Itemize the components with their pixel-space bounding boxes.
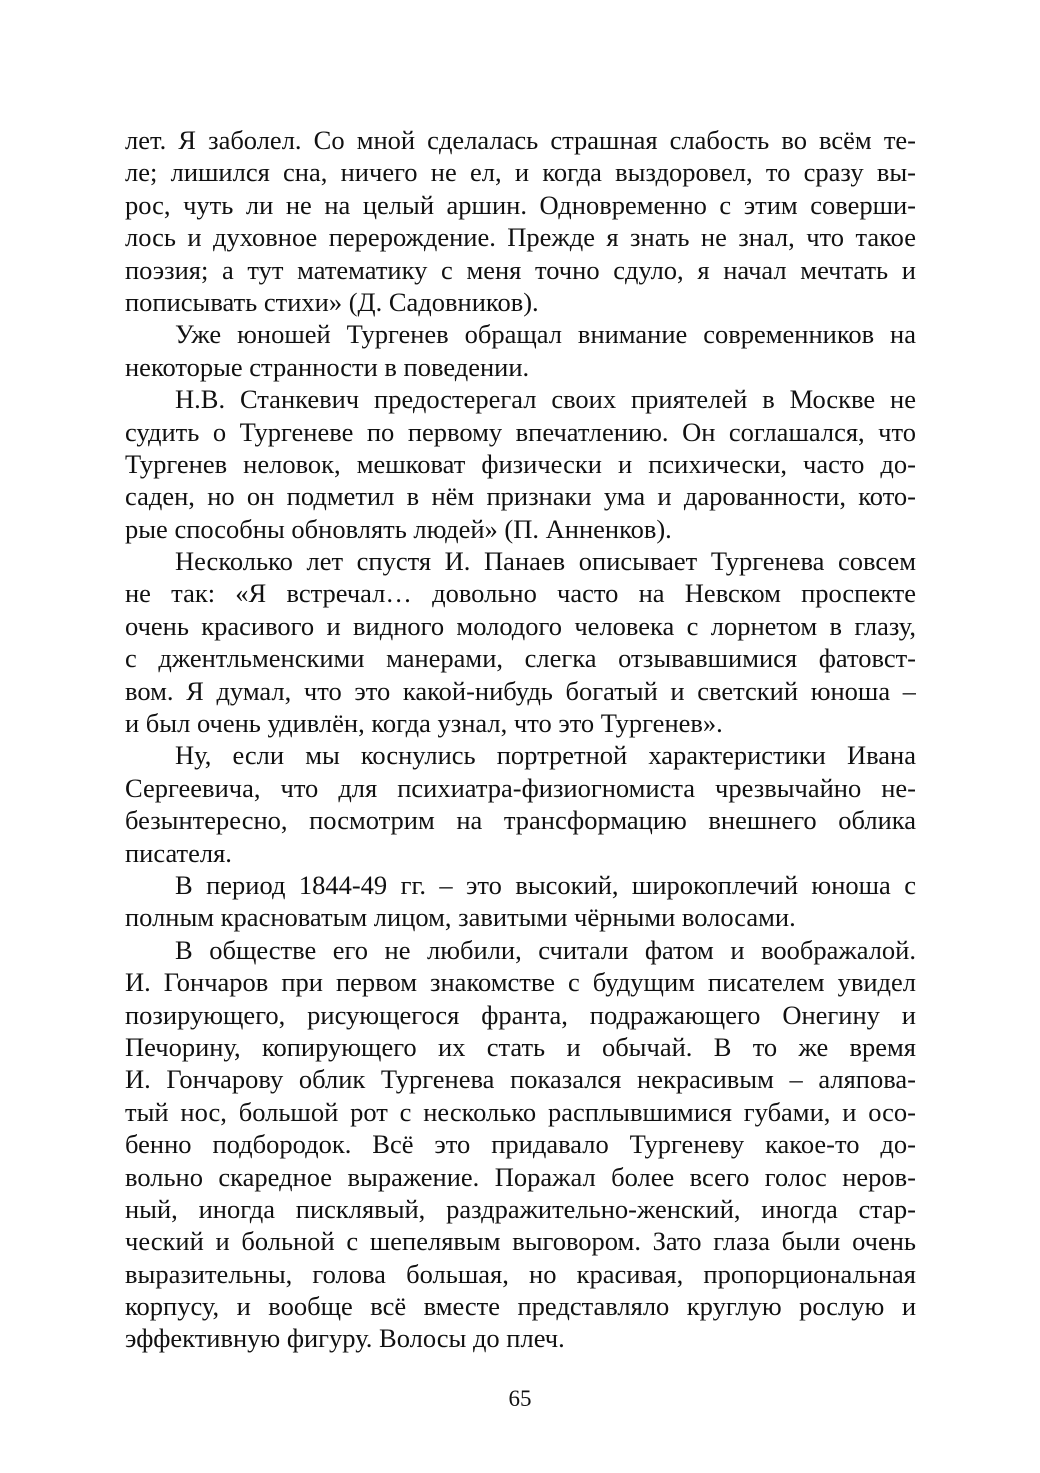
text-line: не так: «Я встречал… довольно часто на Невском проспекте: [125, 578, 916, 609]
text-line: И. Гончарову облик Тургенева показался некрасивым – аляпова-: [125, 1064, 916, 1095]
text-line: Тургенев неловок, мешковат физически и психически, часто до-: [125, 448, 916, 479]
page-number: 65: [508, 1386, 532, 1411]
text-line: позирующего, рисующегося франта, подражающего Онегину и: [125, 999, 916, 1030]
text-line: ческий и больной с шепелявым выговором. Зато глаза были очень: [125, 1226, 916, 1257]
text-line: вом. Я думал, что это какой-нибудь богатый и светский юноша –: [125, 675, 916, 706]
text-line: поэзия; а тут математику с меня точно сдуло, я начал мечтать и: [125, 254, 916, 285]
paragraph: [125, 383, 916, 545]
text-line: Сергеевича, что для психиатра-физиогномиста чрезвычайно не-: [125, 772, 916, 803]
paragraph: [125, 739, 916, 869]
text-line: Н.В. Станкевич предостерегал своих приятелей в Москве не: [175, 384, 916, 415]
text-line: ный, иногда писклявый, раздражительно-женский, иногда стар-: [125, 1193, 916, 1224]
text-line: В период 1844-49 гг. – это высокий, широкоплечий юноша с: [175, 869, 916, 900]
text-line: ле; лишился сна, ничего не ел, и когда выздоровел, то сразу вы-: [125, 157, 916, 188]
text-line: судить о Тургеневе по первому впечатлению. Он соглашался, что: [125, 416, 916, 447]
text-line: рые способны обновлять людей» (П. Анненков).: [125, 513, 672, 544]
text-line: безынтересно, посмотрим на трансформацию внешнего облика: [125, 805, 916, 836]
text-line: писателя.: [125, 837, 232, 868]
text-line: вольно скаредное выражение. Поражал более всего голос неров-: [125, 1161, 916, 1192]
paragraph: [125, 124, 916, 318]
text-line: лось и духовное перерождение. Прежде я знать не знал, что такое: [125, 222, 916, 253]
text-line: выразительны, голова большая, но красивая, пропорциональная: [125, 1258, 916, 1289]
text-line: И. Гончаров при первом знакомстве с будущим писателем увидел: [125, 967, 916, 998]
text-line: Уже юношей Тургенев обращал внимание современников на: [175, 319, 916, 350]
text-line: Несколько лет спустя И. Панаев описывает Тургенева совсем: [175, 546, 916, 577]
text-line: пописывать стихи» (Д. Садовников).: [125, 286, 539, 317]
text-line: очень красивого и видного молодого человека с лорнетом в глазу,: [125, 610, 916, 641]
text-line: рос, чуть ли не на целый аршин. Одновременно с этим соверши-: [125, 189, 916, 220]
paragraph: [125, 869, 916, 934]
text-line: с джентльменскими манерами, слегка отзывавшимися фатовст-: [125, 643, 916, 674]
text-line: В обществе его не любили, считали фатом и воображалой.: [175, 934, 916, 965]
text-line: эффективную фигуру. Волосы до плеч.: [125, 1323, 565, 1354]
text-line: саден, но он подметил в нём признаки ума и дарованности, кото-: [125, 481, 916, 512]
page-body-text: [125, 124, 916, 1355]
text-line: корпусу, и вообще всё вместе представляло круглую рослую и: [125, 1291, 916, 1322]
text-line: лет. Я заболел. Со мной сделалась страшная слабость во всём те-: [125, 125, 916, 155]
text-line: полным красноватым лицом, завитыми чёрными волосами.: [125, 902, 796, 933]
text-line: некоторые странности в поведении.: [125, 351, 530, 382]
text-line: бенно подбородок. Всё это придавало Тургеневу какое-то до-: [125, 1129, 916, 1160]
paragraph: [125, 318, 916, 383]
text-line: тый нос, большой рот с несколько расплывшимися губами, и осо-: [125, 1096, 916, 1127]
paragraph: [125, 934, 916, 1355]
text-line: Печорину, копирующего их стать и обычай. В то же время: [125, 1031, 916, 1062]
paragraph: [125, 545, 916, 739]
text-line: Ну, если мы коснулись портретной характеристики Ивана: [175, 740, 916, 771]
text-line: и был очень удивлён, когда узнал, что это Тургенев».: [125, 708, 723, 739]
